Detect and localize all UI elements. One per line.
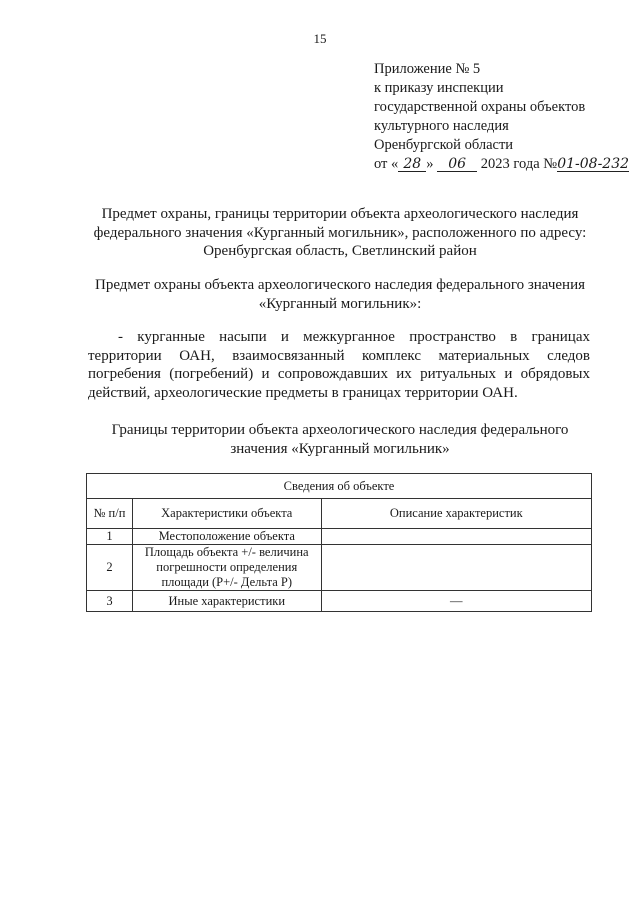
- handwritten-order-number: 01-08-232: [557, 156, 630, 172]
- title-line: Предмет охраны, границы территории объекта археологического наследия: [101, 206, 579, 222]
- date-prefix: от «: [374, 156, 399, 172]
- protection-subject-title: [80, 276, 600, 313]
- row-description: [321, 529, 591, 545]
- row-number: 1: [87, 529, 133, 545]
- title-line: Оренбургская область, Светлинский район: [203, 243, 477, 259]
- appendix-date-line: [374, 155, 629, 174]
- column-header-characteristic: Характеристики объекта: [132, 499, 321, 529]
- appendix-line: Приложение № 5: [374, 61, 481, 77]
- title-line: федерального значения «Курганный могильник», расположенного по адресу:: [93, 224, 587, 241]
- table-row: [87, 529, 592, 545]
- document-title: [80, 205, 600, 261]
- column-header-description: Описание характеристик: [321, 499, 591, 529]
- protection-subject-text: - курганные насыпи и межкурганное пространство в границах территории ОАН, взаимосвязанный комплекс материальных следов погребения (погребений) и сопровождавших их ритуальных и обрядовых действий, археологические предметы в границах территории ОАН.: [88, 329, 590, 401]
- appendix-line: культурного наследия: [374, 118, 509, 134]
- row-characteristic: Местоположение объекта: [132, 529, 321, 545]
- subject-title-line: «Курганный могильник»:: [258, 295, 422, 312]
- row-description: [321, 545, 591, 591]
- object-info-table: [86, 473, 592, 612]
- table-row: [87, 545, 592, 591]
- subject-title-line: Предмет охраны объекта археологического наследия федерального значения: [94, 277, 586, 293]
- table-header: Сведения об объекте: [87, 474, 592, 499]
- appendix-line: Оренбургской области: [374, 137, 514, 153]
- appendix-line: государственной охраны объектов: [374, 99, 586, 115]
- row-characteristic: Площадь объекта +/- величина погрешности определения площади (Р+/- Дельта Р): [132, 545, 321, 591]
- column-header-number: № п/п: [87, 499, 133, 529]
- day-suffix: »: [426, 156, 434, 172]
- row-number: 3: [87, 591, 133, 612]
- row-number: 2: [87, 545, 133, 591]
- boundaries-title-line: значения «Курганный могильник»: [230, 440, 450, 457]
- page-number: 15: [313, 31, 327, 46]
- boundaries-title-line: Границы территории объекта археологического наследия федерального: [111, 422, 569, 438]
- handwritten-month: 06: [437, 157, 477, 172]
- row-description: —: [321, 591, 591, 612]
- table-row: [87, 591, 592, 612]
- appendix-line: к приказу инспекции: [374, 80, 504, 96]
- year-text: 2023 года №: [480, 156, 558, 172]
- handwritten-day: 28: [398, 157, 426, 172]
- appendix-header: [374, 60, 629, 174]
- boundaries-title: [80, 421, 600, 458]
- row-characteristic: Иные характеристики: [132, 591, 321, 612]
